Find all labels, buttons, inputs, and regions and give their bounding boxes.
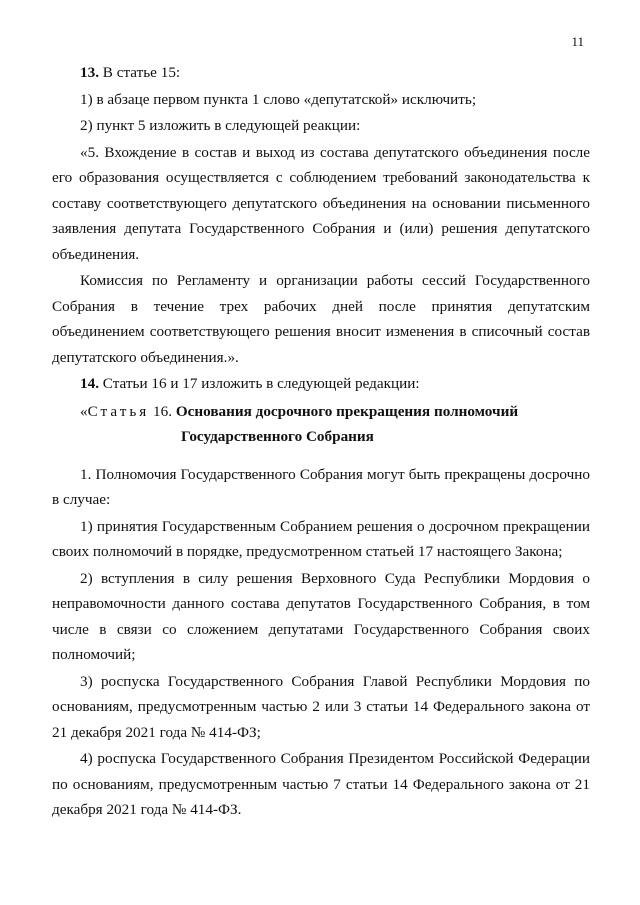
amendment-item-14 xyxy=(52,371,590,397)
article-clause-1: 1) принятия Государственным Собранием решения о досрочном прекращении своих полномочий в порядке, предусмотренном статьей 17 настоящего Закона; xyxy=(52,517,590,560)
article-number: 16. xyxy=(149,402,176,420)
article-clause-4: 4) роспуска Государственного Собрания Президентом Российской Федерации по основаниям, предусмотренным частью 7 статьи 14 Федерального закона от 21 декабря 2021 года № 414-ФЗ. xyxy=(52,750,590,818)
article-quote-mark: « xyxy=(80,402,88,420)
article-part-1: 1. Полномочия Государственного Собрания могут быть прекращены досрочно в случае: xyxy=(52,465,590,508)
commission-paragraph: Комиссия по Регламенту и организации работы сессий Государственного Собрания в течение трех рабочих дней после принятия депутатским объединением соответствующего решения вносит изменения в списочный состав депутатского объединения.». xyxy=(52,272,590,366)
article-word: Статья xyxy=(87,402,150,420)
article-title-line1: Основания досрочного прекращения полномочий xyxy=(175,402,519,420)
article-clause-2: 2) вступления в силу решения Верховного Суда Республики Мордовия о неправомочности данного состава депутатов Государственного Собрания, в том числе в связи со сложением депутатами Государственного Собрания своих полномочий; xyxy=(52,569,590,663)
article-clause-3: 3) роспуска Государственного Собрания Главой Республики Мордовия по основаниям, предусмотренным частью 2 или 3 статьи 14 Федерального закона от 21 декабря 2021 года № 414-ФЗ; xyxy=(52,672,590,741)
subitem-2: 2) пункт 5 изложить в следующей реакции: xyxy=(80,117,361,134)
item-number: 13. xyxy=(80,64,99,81)
article-16-heading xyxy=(52,399,590,450)
subitem-1: 1) в абзаце первом пункта 1 слово «депутатской» исключить; xyxy=(80,90,477,108)
quoted-point-5: «5. Вхождение в состав и выход из состава депутатского объединения после его образования осуществляется с соблюдением требований законодательства к составу соответствующего депутатского объединения на основании письменного заявления депутата Государственного Собрания и (или) решения депутатского объединения. xyxy=(52,143,590,263)
item-text: Статьи 16 и 17 изложить в следующей редакции: xyxy=(98,375,420,392)
item-text: В статье 15: xyxy=(98,64,181,81)
page-number: 11 xyxy=(571,34,584,49)
amendment-item-13 xyxy=(52,60,590,86)
document-body xyxy=(52,60,590,824)
article-title-line2: Государственного Собрания xyxy=(181,428,374,445)
item-number: 14. xyxy=(80,375,99,392)
